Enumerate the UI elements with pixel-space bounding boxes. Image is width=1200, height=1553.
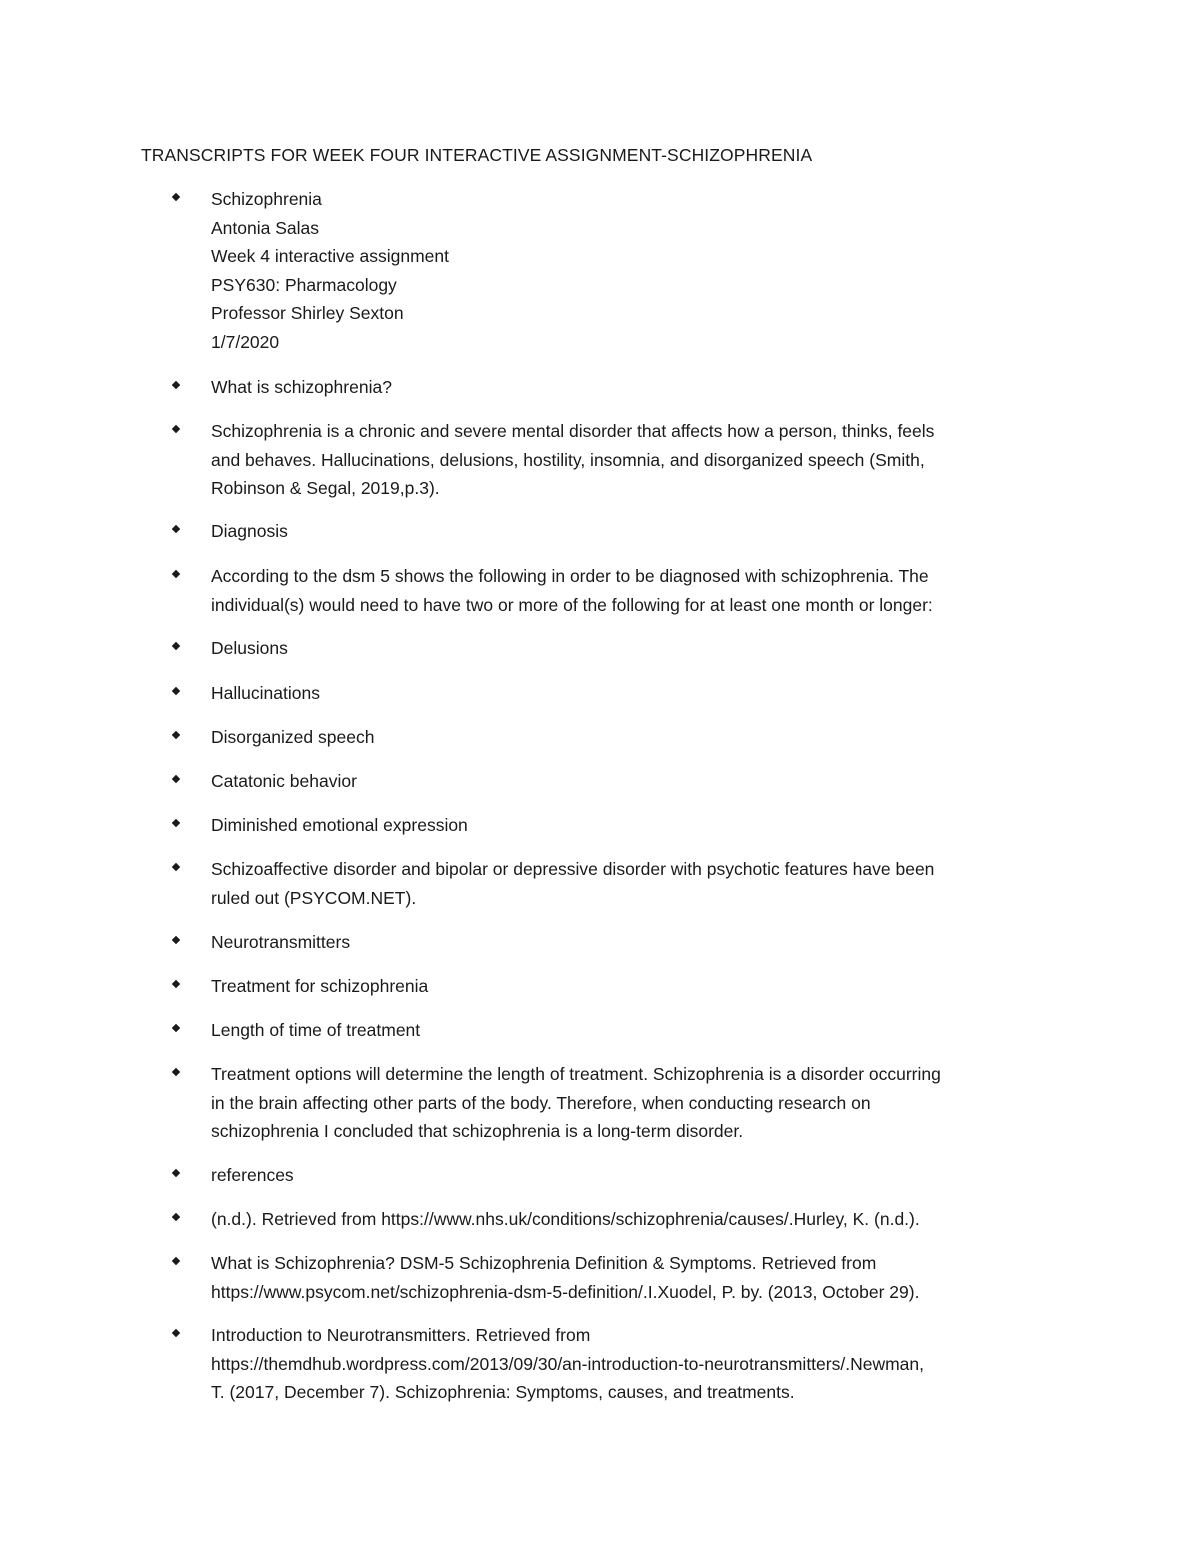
text-line: Catatonic behavior [211, 771, 357, 791]
text-line: https://www.psycom.net/schizophrenia-dsm-5-definition/.I.Xuodel, P. by. (2013, October 29). [211, 1281, 920, 1302]
list-item-text [211, 855, 1071, 912]
text-line: Treatment options will determine the length of treatment. Schizophrenia is a disorder occurring [211, 1064, 941, 1084]
bullet-icon [172, 425, 180, 433]
text-line: According to the dsm 5 shows the following in order to be diagnosed with schizophrenia. The [211, 566, 929, 586]
bullet-icon [172, 525, 180, 533]
text-line: What is Schizophrenia? DSM-5 Schizophrenia Definition & Symptoms. Retrieved from [211, 1253, 877, 1273]
text-line: in the brain affecting other parts of the body. Therefore, when conducting research on [211, 1092, 871, 1113]
list-item-text [211, 1205, 1071, 1234]
list-item-text [211, 373, 1071, 402]
bullet-icon [172, 1024, 180, 1032]
bullet-icon [172, 819, 180, 827]
text-line: Diminished emotional expression [211, 815, 468, 835]
text-line: 1/7/2020 [211, 331, 280, 352]
text-line: Disorganized speech [211, 727, 375, 747]
list-item-text [211, 1060, 1071, 1146]
bullet-icon [172, 863, 180, 871]
text-line: Robinson & Segal, 2019,p.3). [211, 478, 440, 499]
bullet-icon [172, 642, 180, 650]
text-line: Delusions [211, 638, 288, 658]
document-title: TRANSCRIPTS FOR WEEK FOUR INTERACTIVE ASSIGNMENT-SCHIZOPHRENIA [141, 145, 813, 165]
bullet-icon [172, 193, 180, 201]
text-line: Introduction to Neurotransmitters. Retrieved from [211, 1325, 591, 1345]
bullet-icon [172, 687, 180, 695]
bullet-icon [172, 775, 180, 783]
list-item-text [211, 185, 1071, 357]
text-line: schizophrenia I concluded that schizophrenia is a long-term disorder. [211, 1121, 744, 1142]
bullet-icon [172, 936, 180, 944]
bullet-icon [172, 1169, 180, 1177]
bullet-icon [172, 1213, 180, 1221]
list-item-text [211, 928, 1071, 957]
text-line: Diagnosis [211, 521, 288, 541]
text-line: PSY630: Pharmacology [211, 274, 397, 295]
text-line: https://themdhub.wordpress.com/2013/09/30/an-introduction-to-neurotransmitters/.Newman, [211, 1353, 924, 1374]
bullet-icon [172, 731, 180, 739]
list-item-text [211, 1321, 1071, 1407]
list-item-text [211, 1249, 1071, 1306]
bullet-icon [172, 381, 180, 389]
list-item-text [211, 417, 1071, 503]
text-line: (n.d.). Retrieved from https://www.nhs.uk/conditions/schizophrenia/causes/.Hurley, K. (n.d.). [211, 1209, 920, 1229]
list-item-text [211, 679, 1071, 708]
list-item-text [211, 811, 1071, 840]
text-line: What is schizophrenia? [211, 377, 392, 397]
text-line: references [211, 1165, 294, 1185]
list-item-text [211, 562, 1071, 619]
list-item-text [211, 1016, 1071, 1045]
bullet-icon [172, 980, 180, 988]
text-line: Treatment for schizophrenia [211, 976, 429, 996]
list-item-text [211, 517, 1071, 546]
text-line: individual(s) would need to have two or more of the following for at least one month or longer: [211, 594, 933, 615]
text-line: Neurotransmitters [211, 932, 351, 952]
text-line: T. (2017, December 7). Schizophrenia: Symptoms, causes, and treatments. [211, 1382, 795, 1403]
list-item-text [211, 723, 1071, 752]
text-line: Schizophrenia [211, 189, 322, 209]
bullet-icon [172, 1068, 180, 1076]
bullet-icon [172, 1257, 180, 1265]
text-line: ruled out (PSYCOM.NET). [211, 887, 417, 908]
text-line: Hallucinations [211, 683, 320, 703]
text-line: Length of time of treatment [211, 1020, 421, 1040]
text-line: Schizoaffective disorder and bipolar or depressive disorder with psychotic features have been [211, 859, 935, 879]
text-line: Schizophrenia is a chronic and severe mental disorder that affects how a person, thinks, feels [211, 421, 935, 441]
list-item-text [211, 1161, 1071, 1190]
list-item-text [211, 767, 1071, 796]
list-item-text [211, 634, 1071, 663]
text-line: Antonia Salas [211, 217, 319, 238]
text-line: and behaves. Hallucinations, delusions, hostility, insomnia, and disorganized speech (Smith, [211, 449, 925, 470]
bullet-icon [172, 1329, 180, 1337]
text-line: Professor Shirley Sexton [211, 303, 404, 324]
text-line: Week 4 interactive assignment [211, 246, 449, 267]
list-item-text [211, 972, 1071, 1001]
bullet-icon [172, 570, 180, 578]
